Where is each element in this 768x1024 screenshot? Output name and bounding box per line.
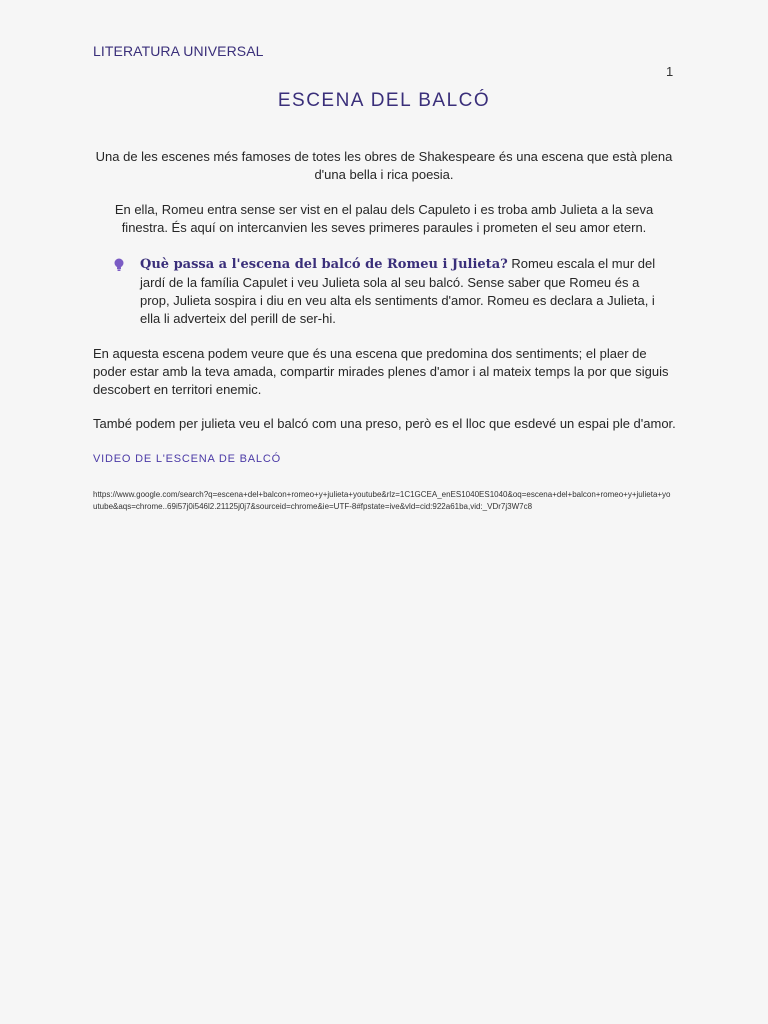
second-paragraph: En ella, Romeu entra sense ser vist en el palau dels Capuleto i es troba amb Julieta a la seva finestra. És aquí on intercanvien les seves primeres paraules i prometen el seu amor etern.	[114, 202, 654, 235]
bullet-text	[140, 255, 670, 328]
url-text[interactable]: https://www.google.com/search?q=escena+del+balcon+romeo+y+julieta+youtube&rlz=1C1GCEA_enES1040ES1040&oq=escena+del+balcon+romeo+y+julieta+youtube&aqs=chrome..69i57j0i546l2.21125j0j7&sourceid=chrome&ie=UTF-8#fpstate=ive&vld=cid:922a61ba,vid:_VDr7j3W7c8	[93, 490, 671, 511]
page-title: ESCENA DEL BALCÓ	[277, 90, 491, 111]
intro-paragraph: Una de les escenes més famoses de totes les obres de Shakespeare és una escena que està plena d'una bella i rica poesia.	[95, 149, 673, 182]
bullet-answer: Romeu escala el mur del jardí de la família Capulet i veu Julieta sola al seu balcó. Sense saber que Romeu és a prop, Julieta sospira i diu en veu alta els sentiments d'amor. Romeu es declara a Julieta, i ella li adverteix del perill de ser-hi.	[140, 256, 656, 326]
page-number: 1	[666, 64, 674, 79]
fourth-paragraph: També podem per julieta veu el balcó com una preso, però es el lloc que esdevé un espai ple d'amor.	[93, 416, 676, 431]
video-link[interactable]: VIDEO DE L'ESCENA DE BALCÓ	[93, 453, 281, 465]
lightbulb-icon	[113, 258, 125, 272]
bullet-question: Què passa a l'escena del balcó de Romeu i Julieta?	[140, 257, 508, 272]
header-title: LITERATURA UNIVERSAL	[93, 43, 264, 59]
third-paragraph: En aquesta escena podem veure que és una escena que predomina dos sentiments; el plaer de poder estar amb la teva amada, compartir mirades plenes d'amor i al mateix temps la por que siguis descobert en territori enemic.	[93, 346, 669, 397]
